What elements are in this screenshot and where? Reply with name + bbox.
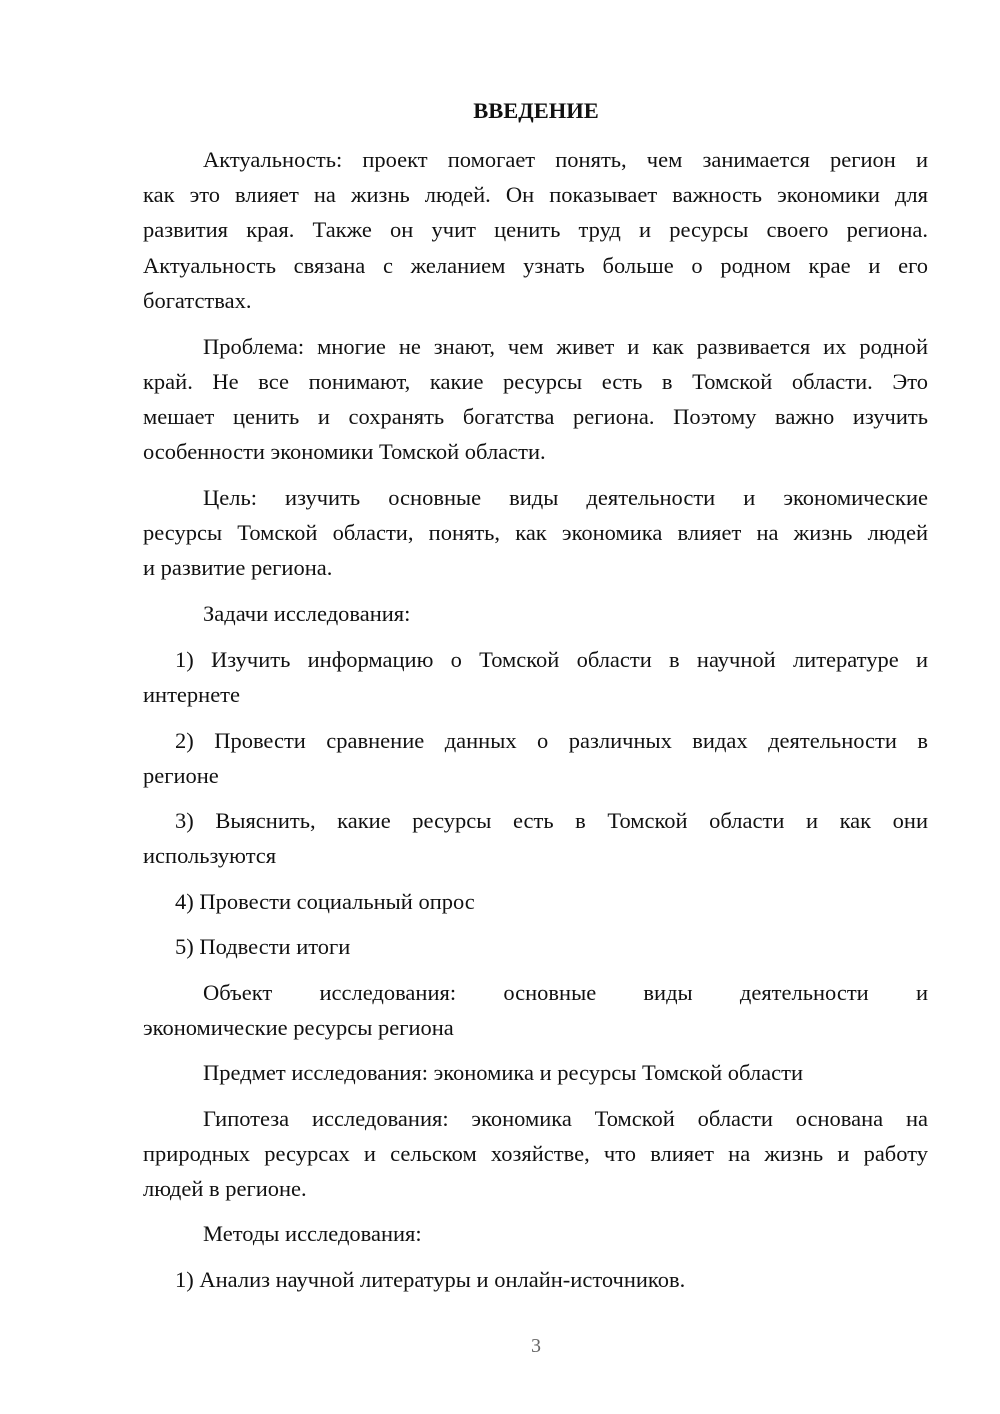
page-number: 3 xyxy=(531,1335,541,1357)
problem-line-3: мешает ценить и сохранять богатства региона. Поэтому важно изучить xyxy=(143,404,928,429)
method-1: 1) Анализ научной литературы и онлайн-источников. xyxy=(175,1267,686,1292)
hypothesis-line-1: Гипотеза исследования: экономика Томской области основана на xyxy=(203,1106,928,1131)
relevance-line-3: развития края. Также он учит ценить труд и ресурсы своего региона. xyxy=(143,217,928,242)
relevance-line-5: богатствах. xyxy=(143,288,252,313)
problem-line-2: край. Не все понимают, какие ресурсы есть в Томской области. Это xyxy=(143,369,928,394)
goal-line-2: ресурсы Томской области, понять, как экономика влияет на жизнь людей xyxy=(143,520,928,545)
hypothesis-line-2: природных ресурсах и сельском хозяйстве, что влияет на жизнь и работу xyxy=(143,1141,928,1166)
task-1-line-2: интернете xyxy=(143,682,240,707)
object-line-1: Объект исследования: основные виды деятельности и xyxy=(203,980,928,1005)
task-3-line-1: 3) Выяснить, какие ресурсы есть в Томской области и как они xyxy=(175,808,928,833)
task-1-line-1: 1) Изучить информацию о Томской области в научной литературе и xyxy=(175,647,928,672)
hypothesis-line-3: людей в регионе. xyxy=(143,1176,307,1201)
relevance-line-1: Актуальность: проект помогает понять, чем занимается регион и xyxy=(203,147,928,172)
goal-line-3: и развитие региона. xyxy=(143,555,333,580)
section-heading: ВВЕДЕНИЕ xyxy=(473,98,599,123)
tasks-heading: Задачи исследования: xyxy=(203,601,411,626)
relevance-line-4: Актуальность связана с желанием узнать больше о родном крае и его xyxy=(143,253,928,278)
task-2-line-1: 2) Провести сравнение данных о различных видах деятельности в xyxy=(175,728,928,753)
problem-line-1: Проблема: многие не знают, чем живет и как развивается их родной xyxy=(203,334,928,359)
task-3-line-2: используются xyxy=(143,843,277,868)
task-5: 5) Подвести итоги xyxy=(175,934,351,959)
subject-line: Предмет исследования: экономика и ресурсы Томской области xyxy=(203,1060,804,1085)
relevance-line-2: как это влияет на жизнь людей. Он показывает важность экономики для xyxy=(143,182,928,207)
object-line-2: экономические ресурсы региона xyxy=(143,1015,454,1040)
goal-line-1: Цель: изучить основные виды деятельности и экономические xyxy=(203,485,928,510)
problem-line-4: особенности экономики Томской области. xyxy=(143,439,546,464)
task-4: 4) Провести социальный опрос xyxy=(175,889,475,914)
methods-heading: Методы исследования: xyxy=(203,1221,422,1246)
task-2-line-2: регионе xyxy=(143,763,219,788)
